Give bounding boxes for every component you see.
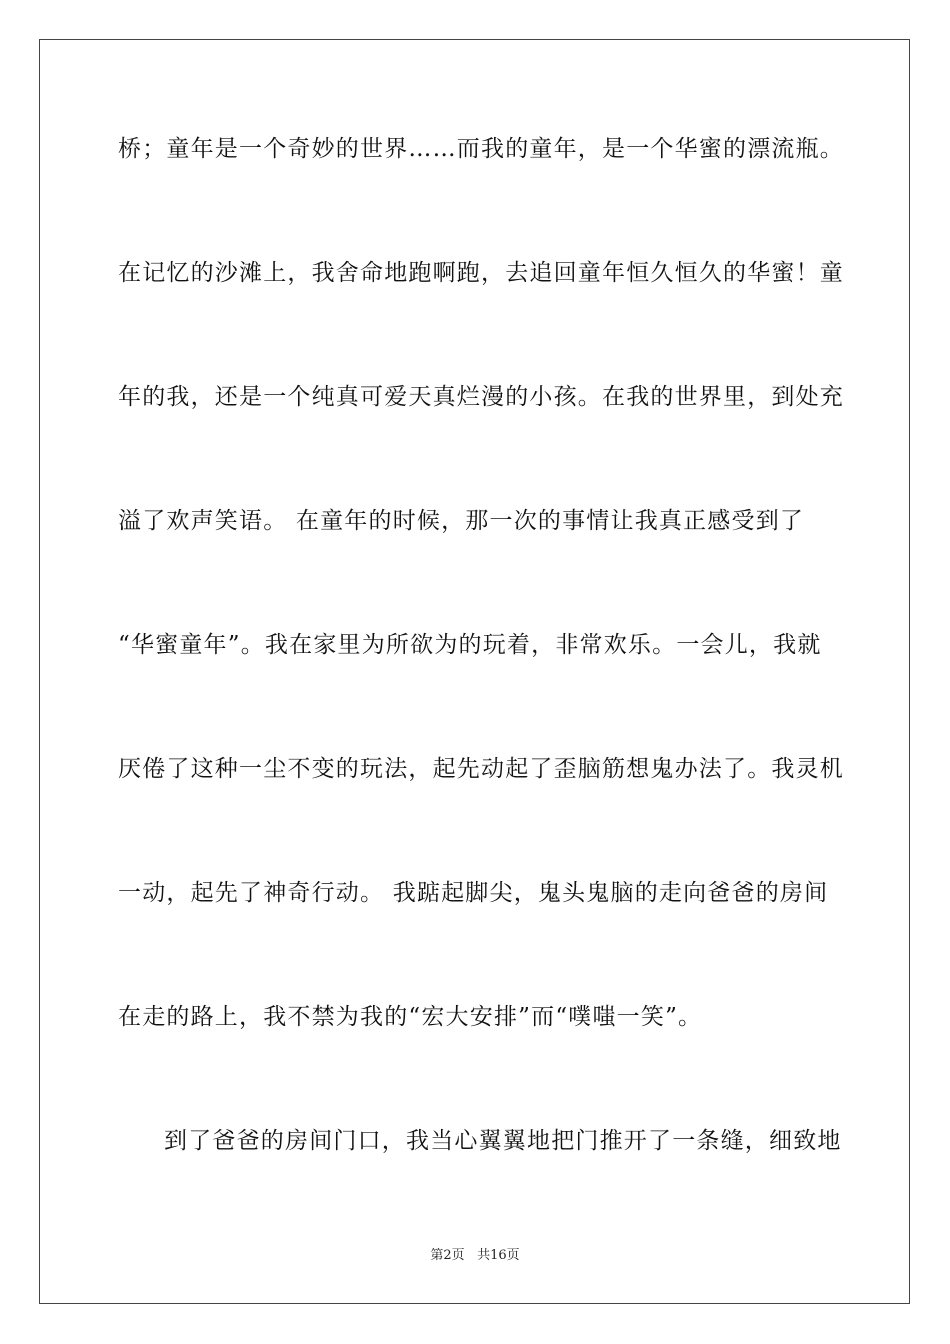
body-text-line: 年的我，还是一个纯真可爱天真烂漫的小孩。在我的世界里，到处充 (118, 384, 844, 410)
page-number: 第2页 (430, 1248, 465, 1263)
body-text-line: “华蜜童年”。我在家里为所欲为的玩着，非常欢乐。一会儿，我就 (118, 632, 822, 658)
body-text-line: 在记忆的沙滩上，我舍命地跑啊跑，去追回童年恒久恒久的华蜜！童 (118, 260, 844, 286)
paragraph-start-line: 到了爸爸的房间门口，我当心翼翼地把门推开了一条缝，细致地 (164, 1128, 842, 1154)
footer-spacer (465, 1248, 477, 1263)
page-border (39, 39, 910, 1304)
body-text-line: 在走的路上，我不禁为我的“宏大安排”而“噗嗤一笑”。 (118, 1004, 703, 1030)
body-text-line: 桥；童年是一个奇妙的世界……而我的童年，是一个华蜜的漂流瓶。 (118, 136, 844, 162)
body-text-line: 厌倦了这种一尘不变的玩法，起先动起了歪脑筋想鬼办法了。我灵机 (118, 756, 844, 782)
body-text-line: 溢了欢声笑语。 在童年的时候，那一次的事情让我真正感受到了 (118, 508, 805, 534)
body-text-line: 一动，起先了神奇行动。 我踮起脚尖，鬼头鬼脑的走向爸爸的房间 (118, 880, 829, 906)
page-footer (0, 1248, 950, 1264)
page-total: 共16页 (477, 1248, 520, 1263)
